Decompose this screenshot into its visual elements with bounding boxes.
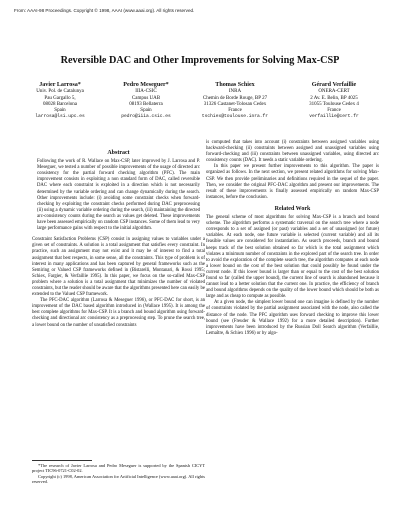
author-name: Javier Larrosa* [39, 82, 81, 88]
footnote-rule [32, 460, 92, 461]
author-name: Thomas Schiex [215, 82, 255, 88]
author-email: verfaillie@cert.fr [309, 113, 359, 119]
author-affiliation-line: ONERA-CERT [318, 89, 350, 95]
author-block [18, 82, 382, 134]
author-affiliation-line: Spain [140, 107, 152, 113]
body-paragraph: The PFC-DAC algorithm (Larrosa & Meseguer 1996), or PFC-DAC for short, is an improvement of the DAC based algorithm introduced in (Wallace 1995). It is among the best complete algorithms for Max-CSP. It is a branch and bound algorithm using forward-checking and directional arc consistency as a preprocessing step. To prune the search tree, a lower bound on the number of unsatisfied constraints [32, 298, 205, 328]
footnote: *The research of Javier Larrosa and Pedro Meseguer is supported by the Spanish CICYT project TIC96-0721-C02-02. [32, 463, 205, 474]
author-affiliation-line: Univ. Pol. de Catalunya [36, 89, 84, 95]
related-work-heading: Related Work [274, 205, 311, 212]
author-affiliation-line: 08193 Bellaterra [129, 101, 163, 107]
author-affiliation-line: Spain [54, 107, 66, 113]
author-affiliation-line: Campus UAB [131, 95, 161, 101]
left-column [32, 150, 205, 329]
copyright-header: From: AAAI-98 Proceedings. Copyright © 1998, AAAI (www.aaai.org). All rights reserved. [14, 8, 195, 13]
author-affiliation-line: France [228, 107, 242, 113]
right-column [206, 140, 379, 337]
author-affiliation-line: INRA [228, 89, 242, 95]
abstract-text: Following the work of R. Wallace on Max-CSP, later improved by J. Larrosa and P. Meseguer, we tested a number of possible improvements of the usage of directed arc consistency for the partial forward checking algorithm (PFC). The main improvement consists in exploiting a non standard form of DAC, called reversible DAC where each constraint is exploited in a direction which is not necessarily determined by the variable ordering and can change dynamically during the search. Other improvements include: (i) avoiding some constraint checks when forward-checking by exploiting the constraint checks performed during DAC preprocessing (ii) using a dynamic variable ordering during the search, (iii) maintaining the directed arc-consistency counts during the search as values get deleted. These improvements have been assessed empirically on random CSP instances. Some of them lead to very large performance gains with respect to the initial algorithm. [37, 159, 200, 232]
body-paragraph: In this paper we present further improvements to this algorithm. The paper is organized as follows. In the next section, we present related algorithms for solving Max-CSP. We then provide preliminaries and definitions required in the sequel of the paper. Then, we consider the original PFC-DAC algorithm and present our improvements. The result of these improvements is finally assessed empirically on random Max-CSP instances, before the conclusion. [206, 164, 379, 200]
author-email: larrosa@lsi.upc.es [35, 113, 85, 119]
author-email: tschiex@toulouse.inra.fr [201, 113, 269, 119]
body-paragraph: The general scheme of most algorithms for solving Max-CSP is a branch and bound scheme. The algorithm performs a systematic traversal on the search tree where a node corresponds to a set of assigned (or past) variables and a set of unassigned (or future) variables. At each node, one future variable is selected (current variable) and all its feasible values are considered for instantiation. As search proceeds, branch and bound keeps track of the best solution obtained so far which is the total assignment which violates a minimum number of constraints in the explored part of the search tree. In order to avoid the exploration of the complete search tree, the algorithm computes at each node a lower bound on the cost of the best solution that could possibly be found under the current node. If this lower bound is larger than or equal to the cost of the best solution found so far (called the upper bound), the current line of search is abandoned because it cannot lead to a better solution that the current one. In practice, the efficiency of branch and bound algorithms depends on the quality of the lower bound which should be both as large and as cheap to compute as possible. [206, 215, 379, 300]
author-name: Gérard Verfaillie [311, 82, 357, 88]
author-affiliation-line: 2 Av. E. Belin, BP 4025 [310, 95, 358, 101]
body-paragraph: is computed that takes into account (i) constraints between assigned variables using backward-checking (ii) constraints between assigned and unassigned variables using forward-checking and (iii) constraints between unassigned variables, using directed arc consistency counts (DAC). It needs a static variable ordering. [206, 140, 379, 164]
author-name: Pedro Meseguer* [123, 82, 169, 88]
footnote: Copyright (c) 1998, American Association for Artificial Intelligence (www.aaai.org). All rights reserved. [32, 473, 205, 485]
abstract-heading: Abstract [107, 150, 130, 156]
paper-title: Reversible DAC and Other Improvements for Solving Max-CSP [60, 55, 340, 66]
author-affiliation-line: 31326 Castanet-Tolosan Cedex [203, 101, 267, 107]
author-3 [190, 82, 280, 120]
footnotes [32, 460, 205, 485]
author-affiliation-line: 08028 Barcelona [42, 101, 78, 107]
author-affiliation-line: France [327, 107, 341, 113]
author-4 [290, 82, 378, 120]
author-affiliation-line: Pau Gargallo 5, [44, 95, 76, 101]
author-email: pedro@iiia.csic.es [121, 113, 171, 119]
author-affiliation-line: 31055 Toulouse Cedex 4 [309, 101, 359, 107]
author-affiliation-line: Chemin de Borde Rouge, BP 27 [202, 95, 268, 101]
author-2 [104, 82, 188, 120]
body-paragraph: Constraint Satisfaction Problems (CSP) consist in assigning values to variables under a given set of constraints. A solution is a total assignment that satisfies every constraint. In practice, such an assignment may not exist and it may be of interest to find a total assignment that best respects, in some sense, all the constraints. This type of problem is of interest in many applications and has been captured by general frameworks such as the Semiring or Valued CSP frameworks defined in (Bistarelli, Montanari, & Rossi 1995; Schiex, Fargier, & Verfaillie 1995). In this paper, we focus on the so-called Max-CSP problem where a solution is a total assignment that minimizes the number of violated constraints, but the reader should be aware that the algorithms presented here can easily be extended to the Valued CSP framework. [32, 237, 205, 298]
body-paragraph: At a given node, the simplest lower bound one can imagine is defined by the number of constraints violated by the partial assignment associated with the node, also called the distance of the node. The PFC algorithm uses forward checking to improve this lower bound (see (Freuder & Wallace 1992) for a more detailed description). Further improvements have been introduced by the Russian Doll Search algorithm (Verfaillie, Lemaître, & Schiex 1996) or by algo- [206, 300, 379, 336]
author-affiliation-line: IIIA-CSIC [135, 89, 157, 95]
author-1 [18, 82, 102, 120]
